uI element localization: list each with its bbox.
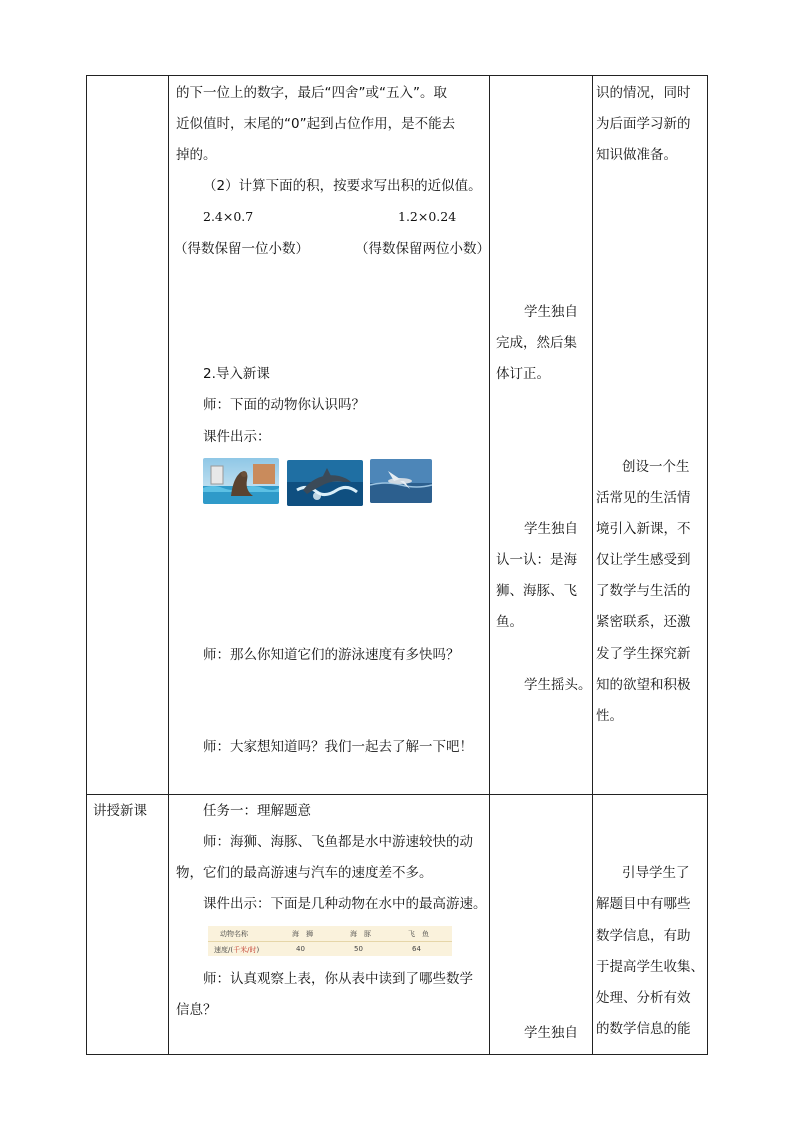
task-paragraph-1a: 师：海狮、海豚、飞鱼都是水中游速较快的动 xyxy=(203,834,473,850)
flying-fish-photo xyxy=(370,459,432,503)
speed-table-animal-3: 飞 鱼 xyxy=(408,930,429,938)
intent-b8: 知的欲望和积极 xyxy=(596,677,691,693)
exercise-req-2: （得数保留两位小数） xyxy=(355,241,490,257)
speed-table-value-3: 64 xyxy=(412,945,421,953)
task-question-1b: 信息？ xyxy=(176,1002,217,1018)
intro-question-2: 师：那么你知道它们的游泳速度有多快吗？ xyxy=(203,647,460,663)
student-b3: 狮、海豚、飞 xyxy=(496,583,577,599)
table-border-top xyxy=(86,75,708,76)
intent-a3: 知识做准备。 xyxy=(596,147,677,163)
intro-show: 课件出示： xyxy=(203,429,271,445)
student-c1: 学生摇头。 xyxy=(524,677,592,693)
speed-table-animal-1: 海 狮 xyxy=(292,930,313,938)
main-line-3: 掉的。 xyxy=(176,147,217,163)
intent-b5: 了数学与生活的 xyxy=(596,583,691,599)
table-row-divider xyxy=(86,794,708,795)
intent-c4: 于提高学生收集、 xyxy=(596,959,704,975)
intent-c3: 数学信息，有助 xyxy=(596,928,691,944)
student-a1: 学生独自 xyxy=(524,304,578,320)
task-paragraph-2: 课件出示：下面是几种动物在水中的最高游速。 xyxy=(203,896,487,912)
intent-c6: 的数学信息的能 xyxy=(596,1021,691,1037)
table-divider-1 xyxy=(168,75,169,1055)
speed-table-value-2: 50 xyxy=(354,945,363,953)
intent-c1: 引导学生了 xyxy=(622,865,690,881)
speed-table xyxy=(208,926,452,956)
main-line-1: 的下一位上的数字，最后“四舍”或“五入”。取 xyxy=(176,85,447,101)
speed-table-value-1: 40 xyxy=(296,945,305,953)
table-divider-3 xyxy=(592,75,593,1055)
intent-b1: 创设一个生 xyxy=(622,459,690,475)
exercise-expr-1: 2.4×0.7 xyxy=(203,209,254,224)
table-border-left xyxy=(86,75,87,1055)
task-title: 任务一：理解题意 xyxy=(203,803,311,819)
intro-heading: 2.导入新课 xyxy=(203,366,270,382)
intro-question-3: 师：大家想知道吗？我们一起去了解一下吧！ xyxy=(203,739,473,755)
intent-a1: 识的情况，同时 xyxy=(596,85,691,101)
speed-table-row-label: 速度/(千米/时) xyxy=(214,946,260,954)
intent-b9: 性。 xyxy=(596,708,623,724)
sea-lion-photo xyxy=(203,458,279,504)
intent-b4: 仅让学生感受到 xyxy=(596,552,691,568)
speed-table-values xyxy=(208,941,452,957)
table-border-right xyxy=(707,75,708,1055)
speed-table-header xyxy=(208,926,452,941)
exercise-expr-2: 1.2×0.24 xyxy=(398,209,457,224)
task-question-1a: 师：认真观察上表，你从表中读到了哪些数学 xyxy=(203,971,473,987)
student-b1: 学生独自 xyxy=(524,521,578,537)
speed-table-header-label: 动物名称 xyxy=(220,930,248,938)
main-line-2: 近似值时，末尾的“0”起到占位作用，是不能去 xyxy=(176,116,456,132)
section-label: 讲授新课 xyxy=(93,803,147,819)
student-a3: 体订正。 xyxy=(496,366,550,382)
intent-b2: 活常见的生活情 xyxy=(596,490,691,506)
student-a2: 完成，然后集 xyxy=(496,335,577,351)
main-line-4: （2）计算下面的积，按要求写出积的近似值。 xyxy=(203,178,482,194)
dolphin-photo xyxy=(287,460,363,506)
exercise-req-1: （得数保留一位小数） xyxy=(174,241,309,257)
table-divider-2 xyxy=(489,75,490,1055)
intent-b3: 境引入新课，不 xyxy=(596,521,691,537)
task-paragraph-1b: 物，它们的最高游速与汽车的速度差不多。 xyxy=(176,865,433,881)
intro-question-1: 师：下面的动物你认识吗？ xyxy=(203,397,365,413)
intent-b6: 紧密联系，还激 xyxy=(596,614,691,630)
intent-a2: 为后面学习新的 xyxy=(596,116,691,132)
intent-c5: 处理、分析有效 xyxy=(596,990,691,1006)
student-d1: 学生独自 xyxy=(524,1025,578,1041)
student-b4: 鱼。 xyxy=(496,614,523,630)
student-b2: 认一认：是海 xyxy=(496,552,577,568)
intent-c2: 解题目中有哪些 xyxy=(596,896,691,912)
speed-table-animal-2: 海 豚 xyxy=(350,930,371,938)
table-border-bottom xyxy=(86,1054,708,1055)
intent-b7: 发了学生探究新 xyxy=(596,646,691,662)
